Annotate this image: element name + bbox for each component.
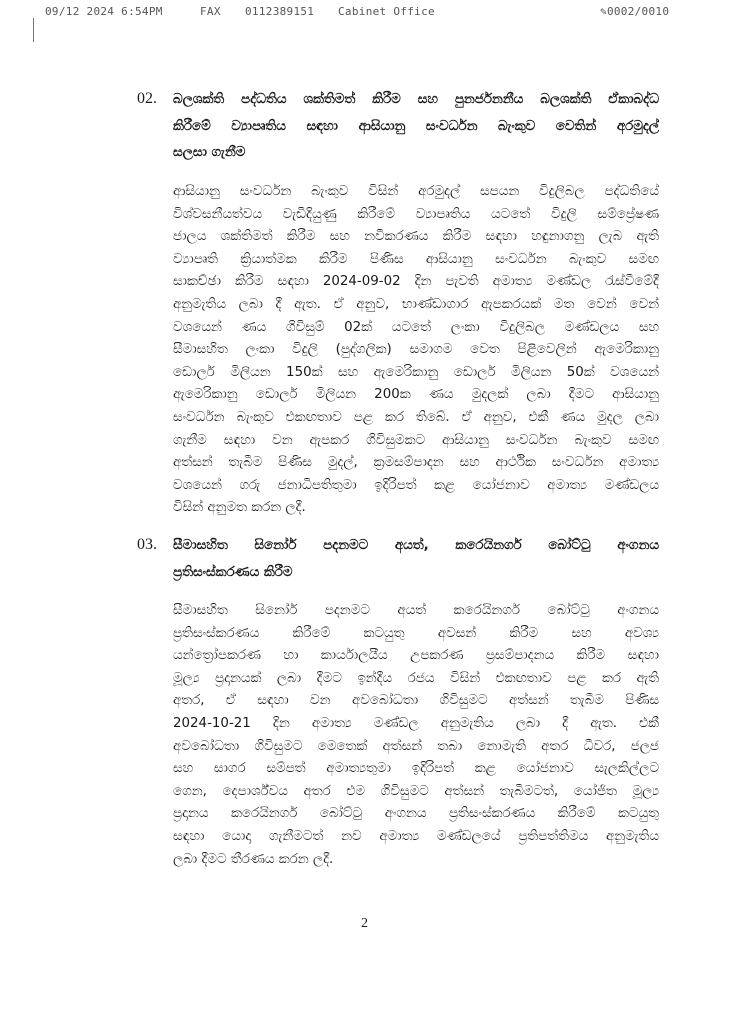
body-line: අනුමැතිය ලබා දී ඇත. ඒ අනුව, භාණ්ඩාගාර ඇපකරයක් මත වෙන් වෙන්	[173, 296, 659, 312]
body-line: ගැනීම සඳහා වන ඇපකර ගිවිසුමකට ආසියානු සංවර්ධන බැංකුව සමඟ	[173, 432, 659, 448]
body-line: ඇමෙරිකානු ඩොලර් මිලියන 200ක ණය මුදලක් ලබා දීමට ආසියානු	[173, 387, 659, 403]
fax-number: 0112389151	[245, 5, 315, 18]
fax-sender: Cabinet Office	[338, 5, 435, 18]
body-line: යන්ත්‍රෝපකරණ හා කාර්යාලයීය උපකරණ ප්‍රසම්පාදනය කිරීම සඳහා	[173, 648, 659, 664]
fax-datetime: 09/12 2024 6:54PM	[45, 5, 163, 18]
body-line: ගෙන, දෙපාර්ශ්වය අතර එම ගිවිසුමට අත්සන් තැබීමටත්, යෝජිත මූල්‍ය	[173, 783, 659, 799]
body-line: ව්‍යාපෘති ක්‍රියාත්මක කිරීම පිණිස ආසියානු සංවර්ධන බැංකුව සමඟ	[173, 251, 659, 267]
heading-line: සලසා ගැනීම	[173, 145, 246, 160]
body-line: ලබා දීමට තීරණය කරන ලදී.	[173, 851, 334, 867]
body-line: අතර, ඒ සඳහා වන අවබෝධතා ගිවිසුමට අත්සන් තැබීම පිණිස	[173, 693, 659, 709]
section-number: 02.	[137, 90, 157, 107]
body-line: 2024-10-21 දින අමාත්‍ය මණ්ඩල අනුමැතිය ලබා දී ඇත. එකී	[173, 715, 659, 731]
body-line: සාකච්ඡා කිරීම සඳහා 2024-09-02 දින පැවති අමාත්‍ය මණ්ඩල රැස්වීමේදී	[173, 274, 659, 290]
page-number: 2	[361, 916, 368, 931]
heading-line: සීමාසහිත සිනෝර් පදනමට අයත්, කරෙයිනගර් බෝට්ටු අංගනය	[173, 538, 659, 553]
body-line: අවබෝධතා ගිවිසුමට මෙතෙක් අත්සන් තබා නොමැති අතර ධීවර, ජලජ	[173, 738, 659, 754]
body-line: විසින් අනුමත කරන ලදී.	[173, 500, 306, 516]
body-line: ආසියානු සංවර්ධන බැංකුව විසින් අරමුදල් සපයන විදුලිබල පද්ධතියේ	[173, 184, 659, 199]
section-heading	[173, 533, 659, 586]
scan-edge-mark	[33, 18, 34, 42]
section-body	[173, 600, 659, 871]
heading-line: කිරීමේ ව්‍යාපෘතිය සඳහා ආසියානු සංවර්ධන බැංකුව වෙතින් අරමුදල්	[173, 118, 659, 134]
body-line: සංවර්ධන බැංකුව එකඟතාව පළ කර තිබේ. ඒ අනුව, එකී ණය මුදල ලබා	[173, 409, 659, 425]
section-number: 03.	[137, 536, 157, 553]
section-body	[173, 181, 659, 520]
body-line: සීමාසහිත ලංකා විදුලි (පුද්ගලික) සමාගම වෙත පිළිවෙලින් ඇමෙරිකානු	[173, 342, 659, 358]
body-line: සහ සාගර සම්පත් අමාත්‍යතුමා ඉදිරිපත් කළ යෝජනාව සැලකිල්ලට	[173, 761, 659, 777]
body-line: විශ්වසනීයත්වය වැඩිදියුණු කිරීමේ ව්‍යාපෘතිය යටතේ විදුලි සම්ප්‍රේෂණ	[173, 206, 659, 222]
page-counter-text: 0002/0010	[606, 5, 670, 18]
heading-line: බලශක්ති පද්ධතිය ශක්තිමත් කිරීම සහ පුනර්ජනනීය බලශක්ති ඒකාබද්ධ	[173, 92, 659, 107]
heading-line: ප්‍රතිසංස්කරණය කිරීම	[173, 564, 293, 580]
body-line: වශයෙන් ණය ගිවිසුම් 02ක් යටතේ ලංකා විදුලිබල මණ්ඩලය සහ	[173, 319, 659, 335]
body-line: ජාලය ශක්තිමත් කිරීම සහ නවීකරණය කිරීම සඳහා හඳුනාගනු ලැබ ඇති	[173, 229, 659, 245]
document-icon: ✎	[600, 5, 607, 18]
body-line: ප්‍රතිසංස්කරණය කිරීමේ කටයුතු අවසන් කිරීම සහ අවශ්‍ය	[173, 625, 659, 641]
page-counter	[600, 5, 669, 18]
body-line: මූල්‍ය ප්‍රදානයක් ලබා දීමට ඉන්දීය රජය විසින් එකඟතාව පළ කර ඇති	[173, 670, 659, 686]
body-line: ප්‍රදානය කරෙයිනගර් බෝට්ටු අංගනය ප්‍රතිසංස්කරණය කිරීමේ කටයුතු	[173, 806, 659, 822]
body-line: අත්සන් තැබීම පිණිස මුදල්, ක්‍රමසම්පාදන සහ ආර්ථික සංවර්ධන අමාත්‍ය	[173, 455, 659, 471]
body-line: සීමාසහිත සිනෝර් පදනමට අයත් කරෙයිනගර් බෝට්ටු අංගනය	[173, 603, 659, 618]
section-heading	[173, 87, 659, 167]
fax-label: FAX	[200, 5, 221, 18]
body-line: සඳහා යොදා ගැනීමටත් නව අමාත්‍ය මණ්ඩලයේ ප්‍රතිපත්තිමය අනුමැතිය	[173, 828, 659, 844]
body-line: ඩොලර් මිලියන 150ක් සහ ඇමෙරිකානු ඩොලර් මිලියන 50ක් වශයෙන්	[173, 364, 659, 380]
body-line: වශයෙන් ගරු ජනාධිපතිතුමා ඉදිරිපත් කළ යෝජනාව අමාත්‍ය මණ්ඩලය	[173, 477, 659, 493]
